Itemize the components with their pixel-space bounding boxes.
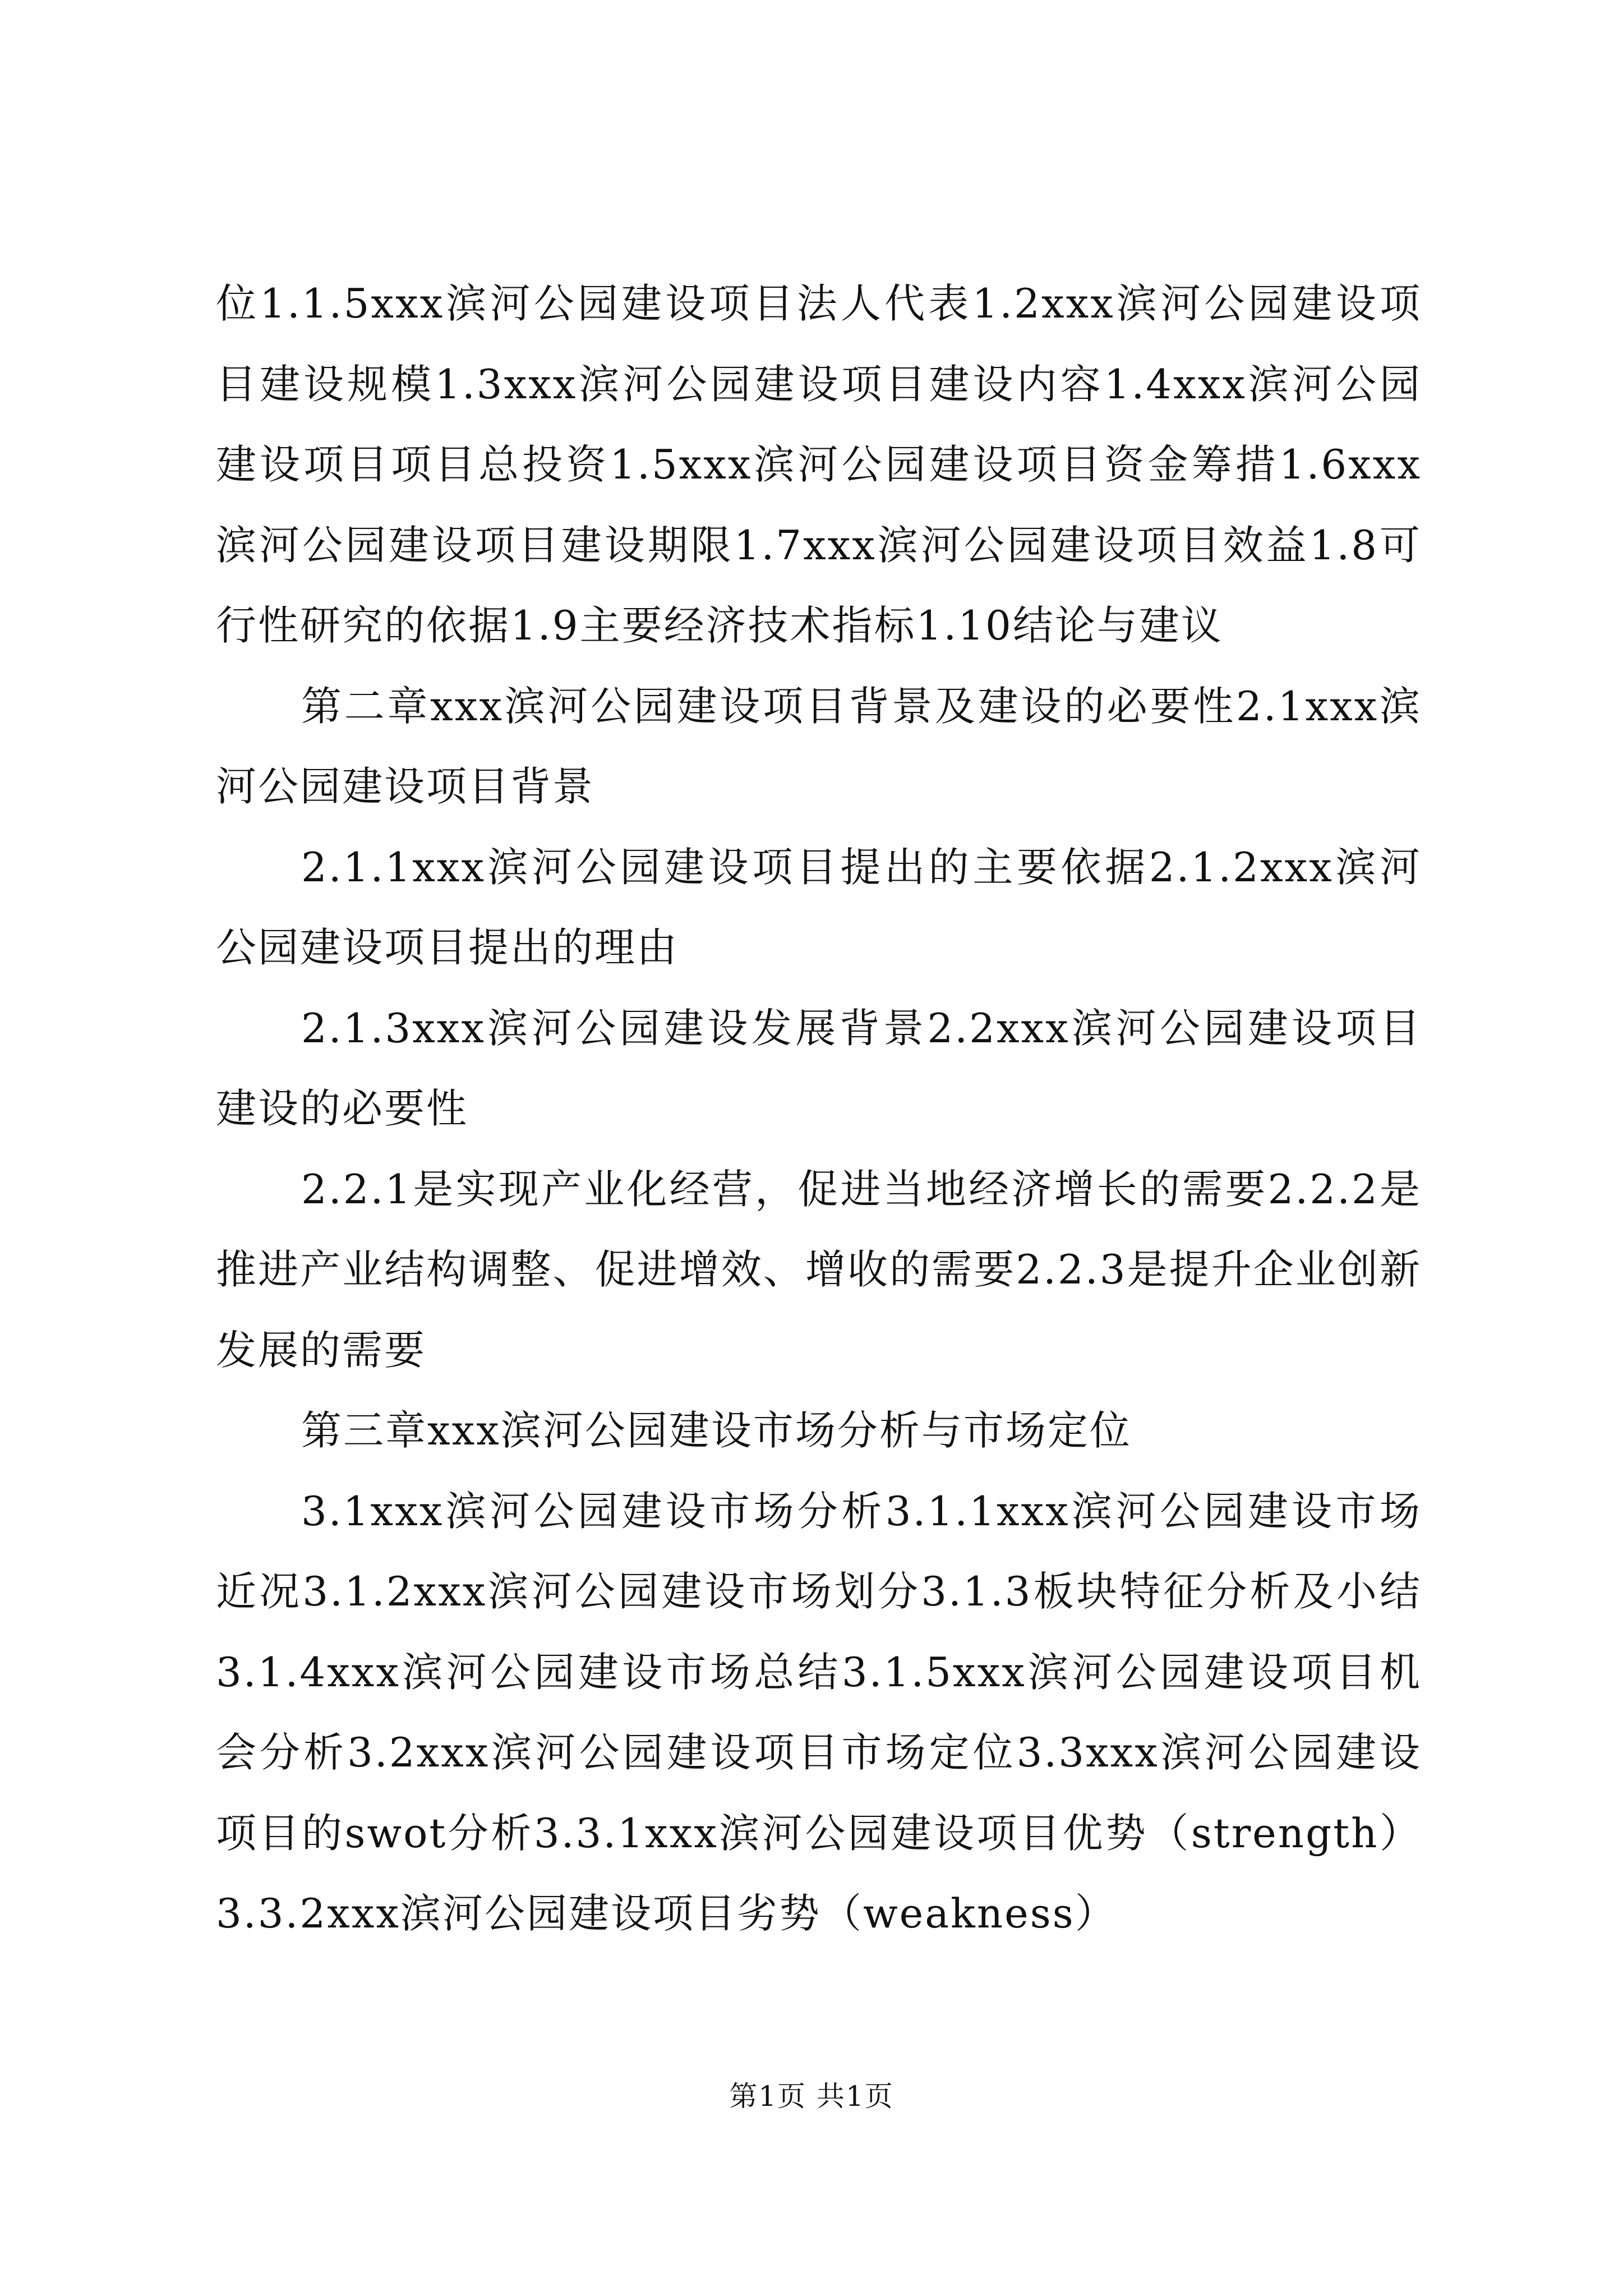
paragraph-5: 2.2.1是实现产业化经营，促进当地经济增长的需要2.2.2是推进产业结构调整、促进增效、增收的需要2.2.3是提升企业创新发展的需要	[216, 1165, 1422, 1374]
paragraph-6: 第三章xxx滨河公园建设市场分析与市场定位	[301, 1407, 1132, 1454]
paragraph-7: 3.1xxx滨河公园建设市场分析3.1.1xxx滨河公园建设市场近况3.1.2xxx滨河公园建设市场划分3.1.3板块特征分析及小结3.1.4xxx滨河公园建设市场总结3.1.5xxx滨河公园建设项目机会分析3.2xxx滨河公园建设项目市场定位3.3xxx滨河公园建设项目的swot分析3.3.1xxx滨河公园建设项目优势（strength）3.3.2xxx滨河公园建设项目劣势（weakness）	[216, 1487, 1422, 1937]
document-body	[216, 264, 1422, 1954]
page-footer: 第1页 共1页	[729, 2080, 894, 2113]
paragraph-4: 2.1.3xxx滨河公园建设发展背景2.2xxx滨河公园建设项目建设的必要性	[216, 1004, 1422, 1132]
paragraph-1: 位1.1.5xxx滨河公园建设项目法人代表1.2xxx滨河公园建设项目建设规模1.3xxx滨河公园建设项目建设内容1.4xxx滨河公园建设项目项目总投资1.5xxx滨河公园建设项目资金筹措1.6xxx滨河公园建设项目建设期限1.7xxx滨河公园建设项目效益1.8可行性研究的依据1.9主要经济技术指标1.10结论与建议	[216, 280, 1422, 649]
paragraph-3: 2.1.1xxx滨河公园建设项目提出的主要依据2.1.2xxx滨河公园建设项目提出的理由	[216, 843, 1422, 971]
paragraph-2: 第二章xxx滨河公园建设项目背景及建设的必要性2.1xxx滨河公园建设项目背景	[216, 682, 1422, 810]
